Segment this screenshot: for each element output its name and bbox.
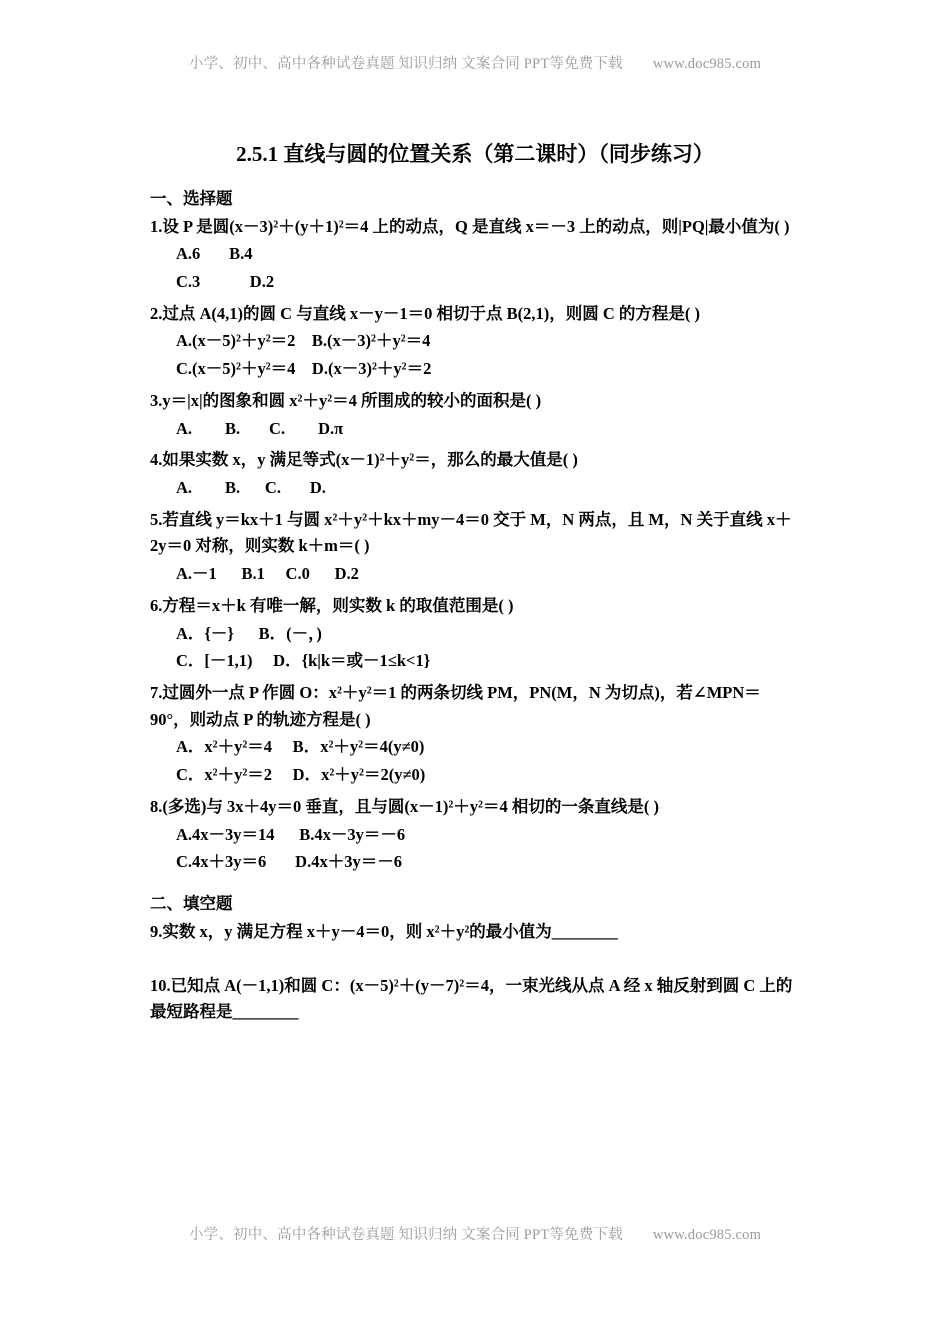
question-stem-5: 5.若直线 y＝kx＋1 与圆 x²＋y²＋kx＋my－4＝0 交于 M，N 两点，且 M，N 关于直线 x＋2y＝0 对称，则实数 k＋m＝( ) bbox=[150, 509, 792, 556]
question-options-6a: A．{－} B．(－，) bbox=[176, 623, 322, 643]
section-heading-fill: 二、填空题 bbox=[150, 894, 233, 914]
question-options-1a: A.6 B.4 bbox=[176, 244, 253, 264]
watermark-url-bottom: www.doc985.com bbox=[652, 1227, 762, 1243]
question-stem-10: 10.已知点 A(－1,1)和圆 C：(x－5)²＋(y－7)²＝4，一束光线从点 A 经 x 轴反射到圆 C 上的最短路程是________ bbox=[150, 975, 793, 1022]
watermark-bottom bbox=[0, 1223, 950, 1244]
question-stem-2: 2.过点 A(4,1)的圆 C 与直线 x－y－1＝0 相切于点 B(2,1)，则圆 C 的方程是( ) bbox=[150, 303, 700, 323]
question-options-1b: C.3 D.2 bbox=[176, 271, 275, 291]
question-options-3a: A. B. C. D.π bbox=[176, 418, 344, 438]
question-stem-3: 3.y＝|x|的图象和圆 x²＋y²＝4 所围成的较小的面积是( ) bbox=[150, 390, 542, 410]
watermark-text-bottom: 小学、初中、高中各种试卷真题 知识归纳 文案合同 PPT等免费下载 bbox=[188, 1227, 623, 1243]
question-options-4a: A. B. C. D. bbox=[176, 477, 326, 497]
watermark-top bbox=[150, 0, 800, 73]
spacer bbox=[150, 946, 800, 968]
question-options-8b: C.4x＋3y＝6 D.4x＋3y＝－6 bbox=[176, 852, 402, 872]
question-options-5a: A.－1 B.1 C.0 D.2 bbox=[176, 564, 359, 584]
question-stem-1: 1.设 P 是圆(x－3)²＋(y＋1)²＝4 上的动点，Q 是直线 x＝－3 上的动点，则|PQ|最小值为( ) bbox=[150, 216, 790, 236]
question-options-7a: A．x²＋y²＝4 B．x²＋y²＝4(y≠0) bbox=[176, 737, 425, 757]
question-options-8a: A.4x－3y＝14 B.4x－3y＝－6 bbox=[176, 824, 406, 844]
question-stem-6: 6.方程＝x＋k 有唯一解，则实数 k 的取值范围是( ) bbox=[150, 595, 514, 615]
question-stem-8: 8.(多选)与 3x＋4y＝0 垂直，且与圆(x－1)²＋y²＝4 相切的一条直线是( ) bbox=[150, 796, 659, 816]
question-stem-7: 7.过圆外一点 P 作圆 O：x²＋y²＝1 的两条切线 PM，PN(M，N 为切点)，若∠MPN＝90°，则动点 P 的轨迹方程是( ) bbox=[150, 683, 761, 729]
watermark-text: 小学、初中、高中各种试卷真题 知识归纳 文案合同 PPT等免费下载 bbox=[188, 56, 623, 72]
question-options-2b: C.(x－5)²＋y²＝4 D.(x－3)²＋y²＝2 bbox=[176, 359, 432, 379]
question-stem-9: 9.实数 x，y 满足方程 x＋y－4＝0，则 x²＋y²的最小值为________ bbox=[150, 922, 618, 942]
section-heading-choice: 一、选择题 bbox=[150, 188, 233, 208]
question-options-6b: C．[－1,1) D．{k|k＝或－1≤k<1} bbox=[176, 651, 431, 671]
question-options-2a: A.(x－5)²＋y²＝2 B.(x－3)²＋y²＝4 bbox=[176, 331, 431, 351]
page-title: 2.5.1 直线与圆的位置关系（第二课时）（同步练习） bbox=[236, 142, 714, 166]
question-options-7b: C．x²＋y²＝2 D．x²＋y²＝2(y≠0) bbox=[176, 765, 426, 785]
watermark-url: www.doc985.com bbox=[652, 56, 762, 72]
question-stem-4: 4.如果实数 x，y 满足等式(x－1)²＋y²＝，那么的最大值是( ) bbox=[150, 450, 578, 470]
